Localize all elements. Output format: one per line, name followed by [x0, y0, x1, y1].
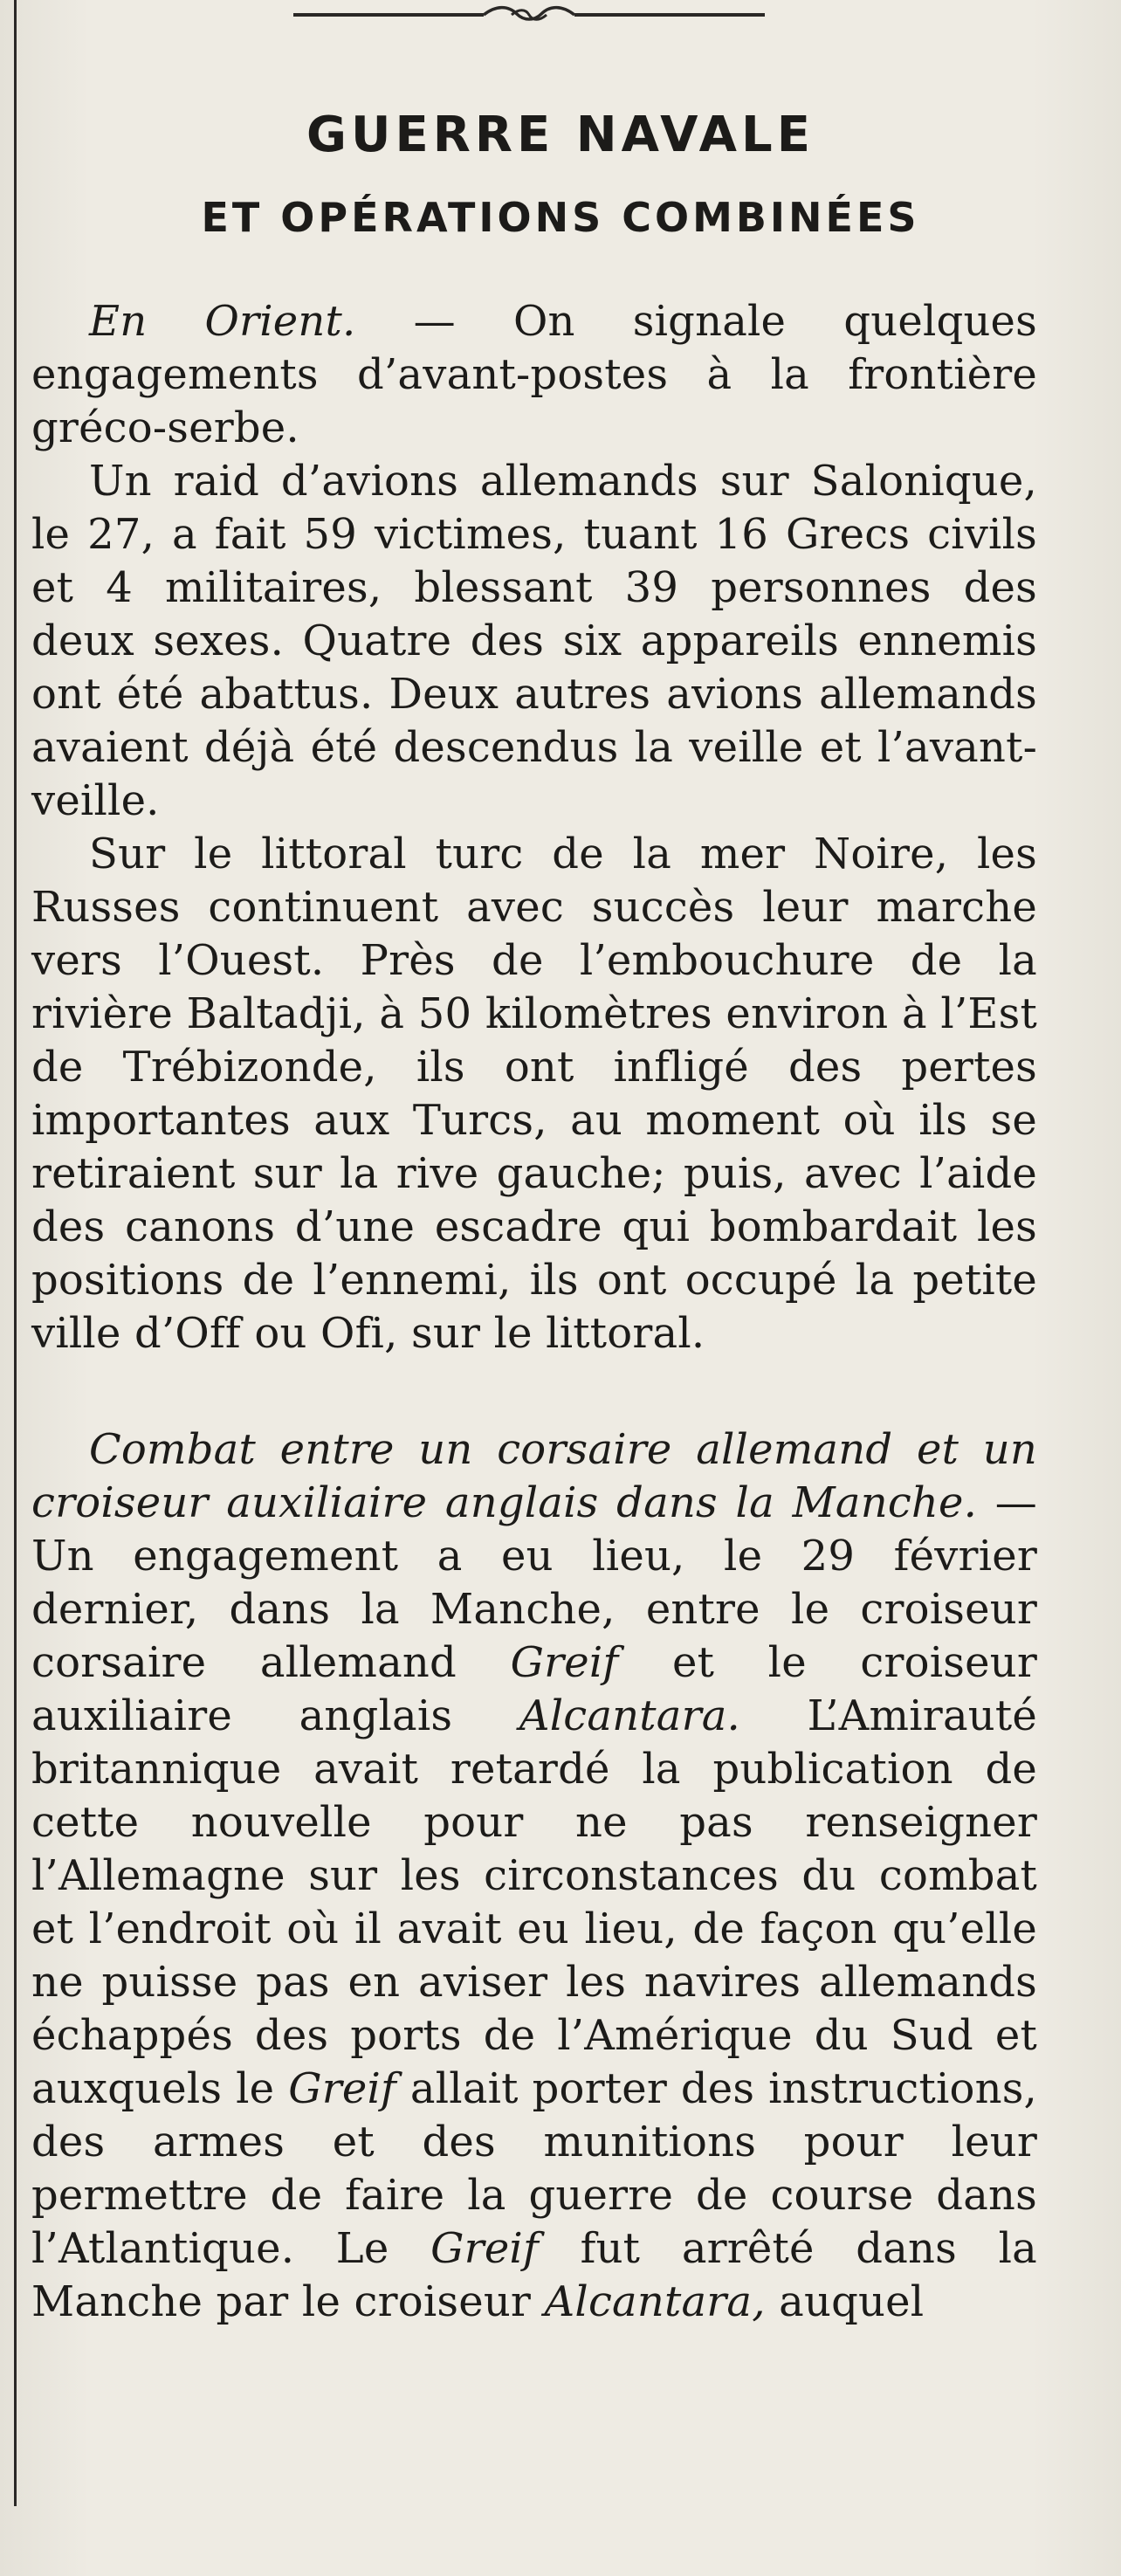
paragraph-text: fut arrêté dans la Manche par le croiseur [31, 2224, 1037, 2326]
paragraph-text: — On signale quelques engagements d’avant-postes à la frontière gréco-serbe. [31, 297, 1037, 452]
ship-name: Alcantara. [519, 1691, 741, 1740]
paragraph-raid-salonique [31, 455, 1037, 828]
column-rule [14, 0, 17, 2506]
paragraph-lead: En Orient. [89, 297, 356, 346]
paragraph-combat-manche [31, 1423, 1037, 2329]
section-title: GUERRE NAVALE [306, 107, 815, 163]
paragraph-en-orient [31, 295, 1037, 455]
ship-name: Greif [430, 2224, 539, 2273]
paragraph-text: Un raid d’avions allemands sur Salonique, le 27, a fait 59 victimes, tuant 16 Grecs civils et 4 militaires, blessant 39 personnes des deux sexes. Quatre des six appareils ennemis ont été abattus. Deux autres avions allemands avaient déjà été descendus la veille et l’avant-veille. [31, 457, 1037, 825]
paragraph-text: Sur le littoral turc de la mer Noire, les Russes continuent avec succès leur marche vers l’Ouest. Près de l’embouchure de la rivière Baltadji, à 50 kilomètres environ à l’Est de Trébizonde, ils ont infligé des pertes importantes aux Turcs, au moment où ils se retiraient sur la rive gauche; puis, avec l’aide des canons d’une escadre qui bombardait les positions de l’ennemi, ils ont occupé la petite ville d’Off ou Ofi, sur le littoral. [31, 830, 1037, 1358]
paragraph-mer-noire [31, 828, 1037, 1360]
section-subtitle: ET OPÉRATIONS COMBINÉES [201, 194, 920, 241]
decorative-rule-icon [293, 3, 765, 30]
article-body [31, 295, 1037, 2329]
ship-name: Greif [510, 1638, 619, 1687]
paragraph-text: allait porter des instructions, des armes et des munitions pour leur permettre de faire la guerre de course dans l’Atlantique. Le [31, 2064, 1037, 2273]
paragraph-text: et le croiseur auxiliaire anglais [31, 1638, 1038, 1740]
paragraph-text: auquel [765, 2277, 925, 2326]
ship-name: Greif [288, 2064, 396, 2113]
paragraph-lead: Combat entre un corsaire allemand et un croiseur auxiliaire anglais dans la Manche. [31, 1425, 1037, 1527]
paragraph-text: — Un engagement a eu lieu, le 29 février dernier, dans la Manche, entre le croiseur corsaire allemand [31, 1478, 1037, 1687]
paragraph-text: L’Amirauté britannique avait retardé la publication de cette nouvelle pour ne pas renseigner l’Allemagne sur les circonstances du combat et l’endroit où il avait eu lieu, de façon qu’elle ne puisse pas en aviser les navires allemands échappés des ports de l’Amérique du Sud et auxquels le [31, 1691, 1037, 2113]
ship-name: Alcantara, [544, 2277, 766, 2326]
